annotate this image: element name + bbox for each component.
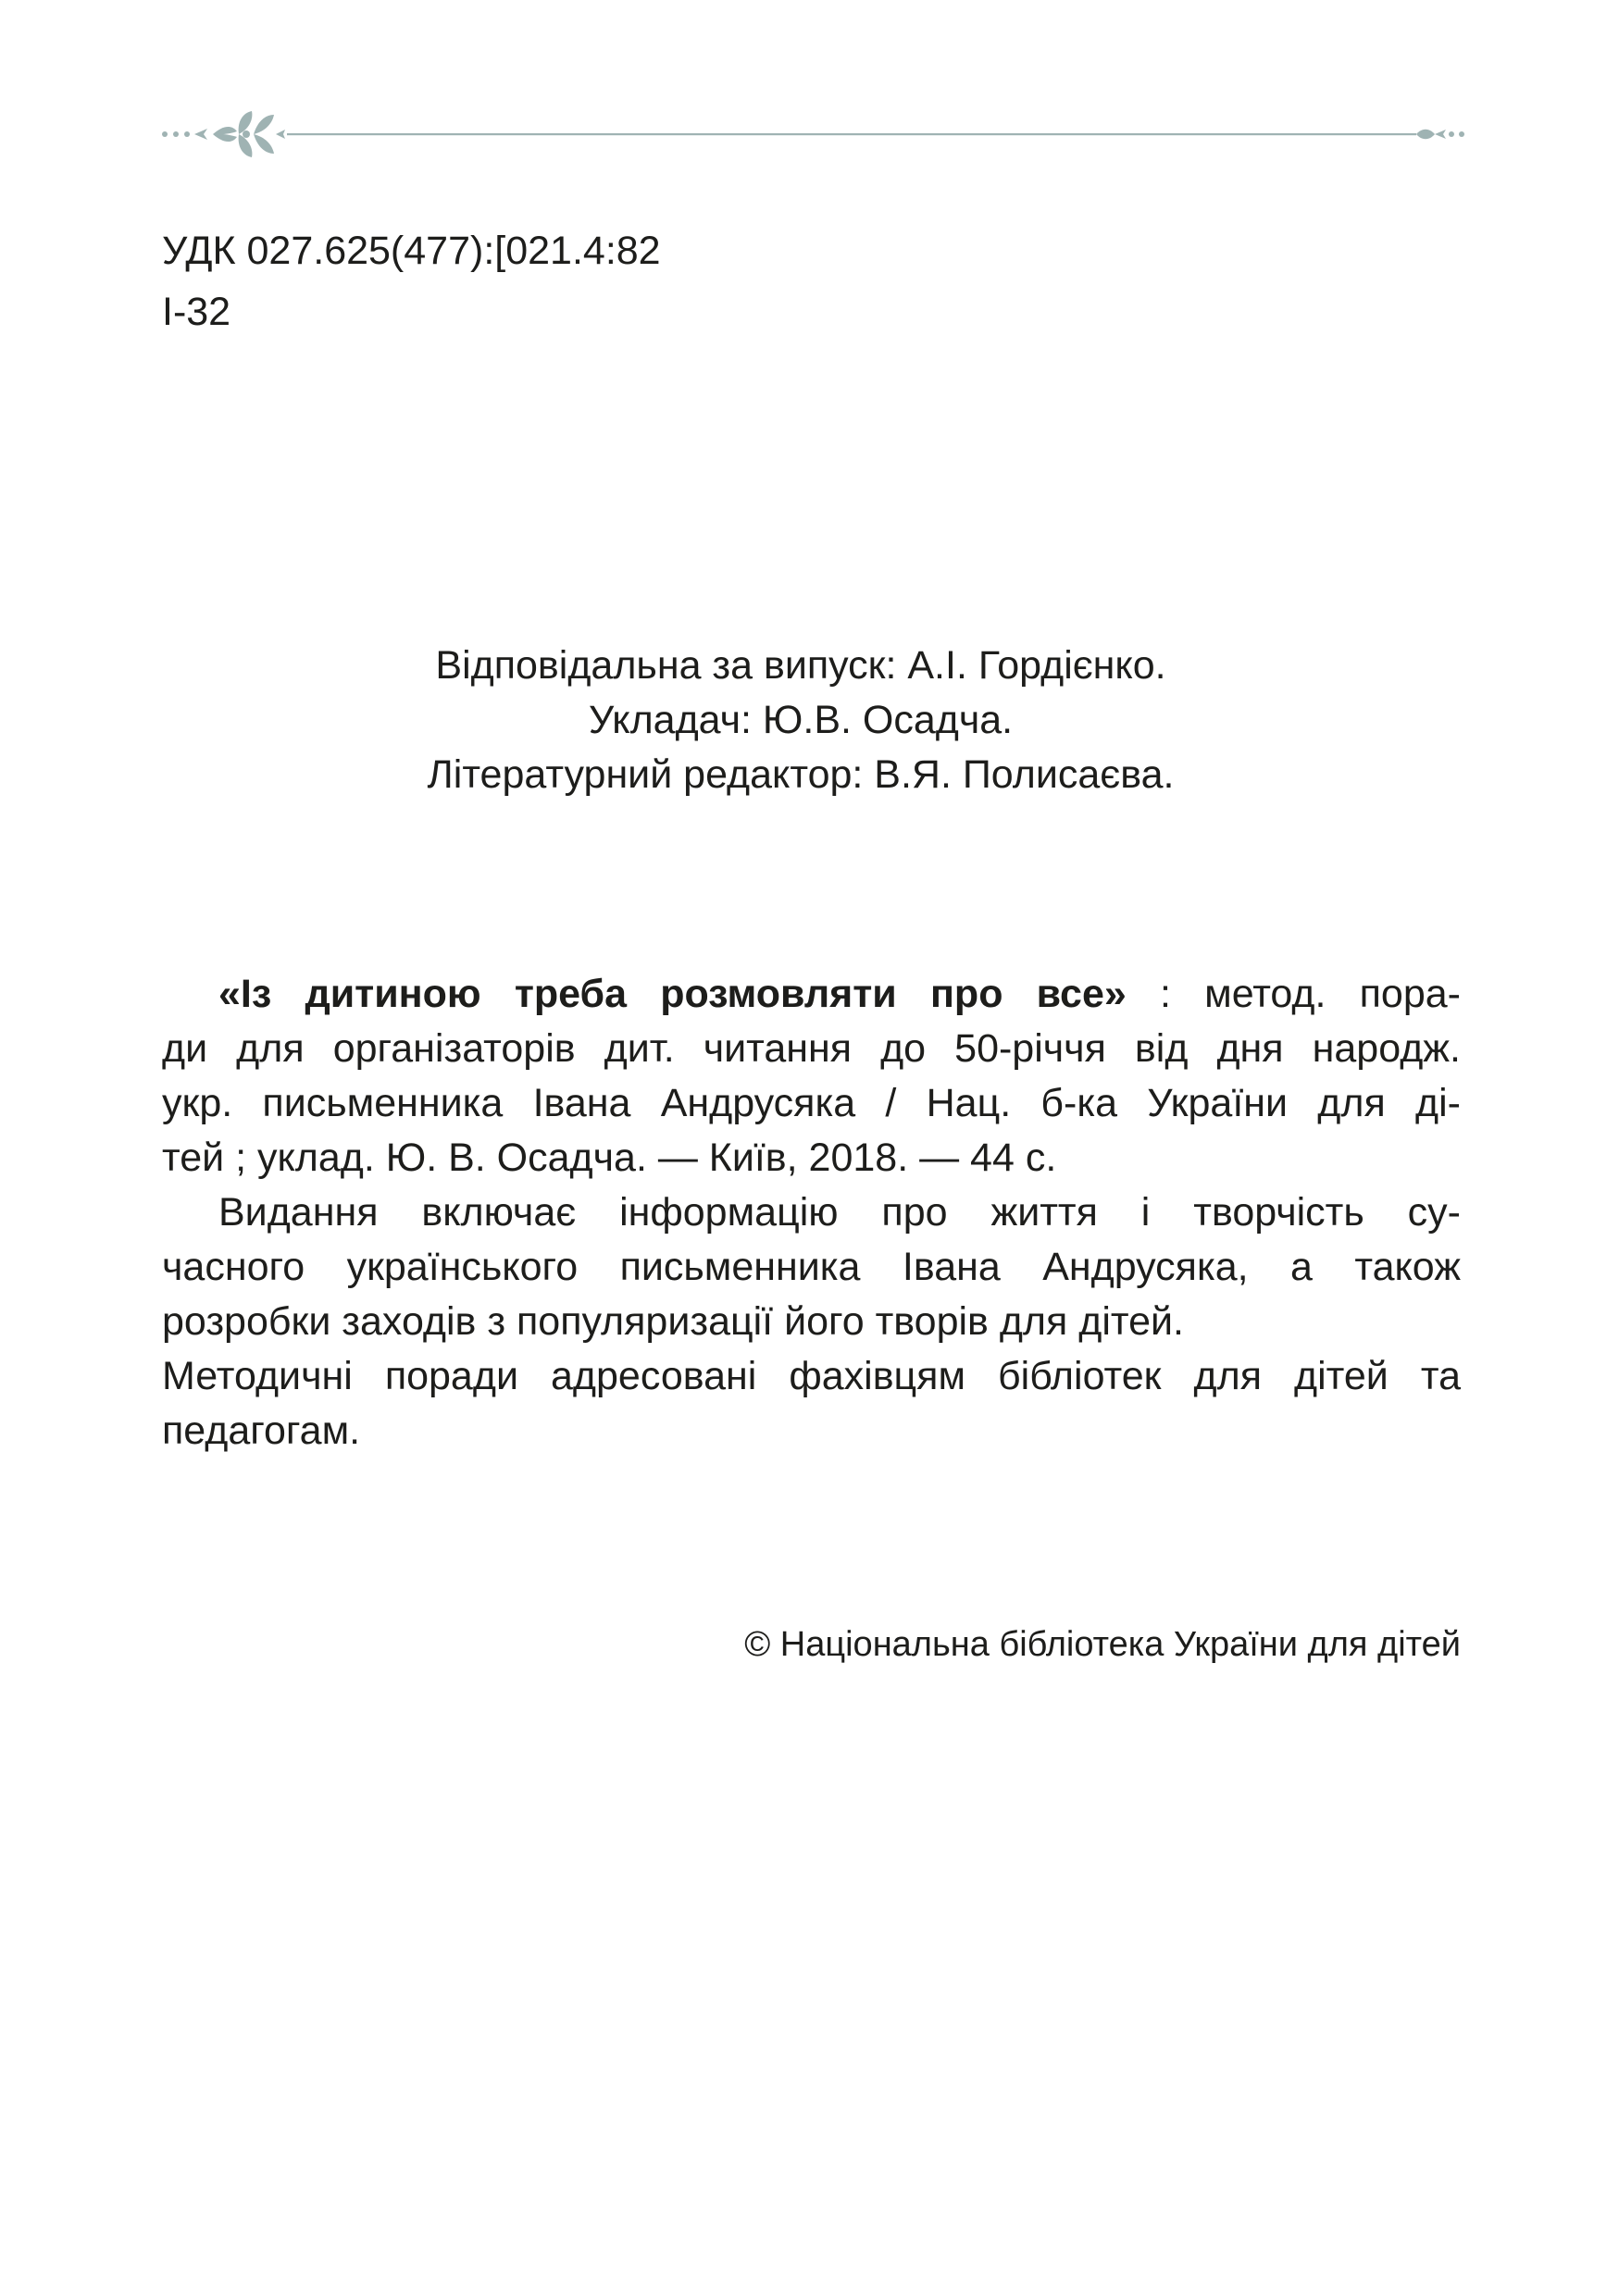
book-title: «Із дитиною треба розмовляти про все» — [218, 972, 1127, 1016]
biblio-line-1-rest: : метод. пора- — [1126, 972, 1461, 1016]
biblio-line-3: укр. письменника Івана Андрусяка / Нац. б-ка України для ді- — [162, 1081, 1461, 1125]
credits-block — [278, 639, 1324, 802]
annotation-line-3: розробки заходів з популяризації його творів для дітей. — [162, 1299, 1184, 1344]
udk-block — [162, 220, 661, 342]
biblio-line-4: тей ; уклад. Ю. В. Осадча. — Київ, 2018. — 44 с. — [162, 1136, 1057, 1180]
annotation-line-1: Видання включає інформацію про життя і творчість су- — [218, 1190, 1461, 1235]
bibliographic-description — [162, 967, 1461, 1458]
biblio-line-1 — [162, 967, 1461, 1022]
responsible-line: Відповідальна за випуск: А.І. Гордієнко. — [435, 643, 1166, 688]
editor-line: Літературний редактор: В.Я. Полисаєва. — [427, 752, 1175, 797]
compiler-line: Укладач: Ю.В. Осадча. — [588, 698, 1014, 742]
author-index: І-32 — [162, 290, 231, 334]
annotation-line-4: Методичні поради адресовані фахівцям бібліотек для дітей та — [162, 1354, 1461, 1398]
copyright-notice: © Національна бібліотека України для дітей — [744, 1625, 1461, 1664]
floral-divider-icon — [157, 109, 1472, 159]
annotation-line-5: педагогам. — [162, 1409, 361, 1453]
biblio-line-2: ди для організаторів дит. читання до 50-річчя від дня народж. — [162, 1026, 1461, 1071]
udk-code: УДК 027.625(477):[021.4:82 — [162, 229, 661, 273]
annotation-line-2: часного українського письменника Івана Андрусяка, а також — [162, 1245, 1461, 1289]
